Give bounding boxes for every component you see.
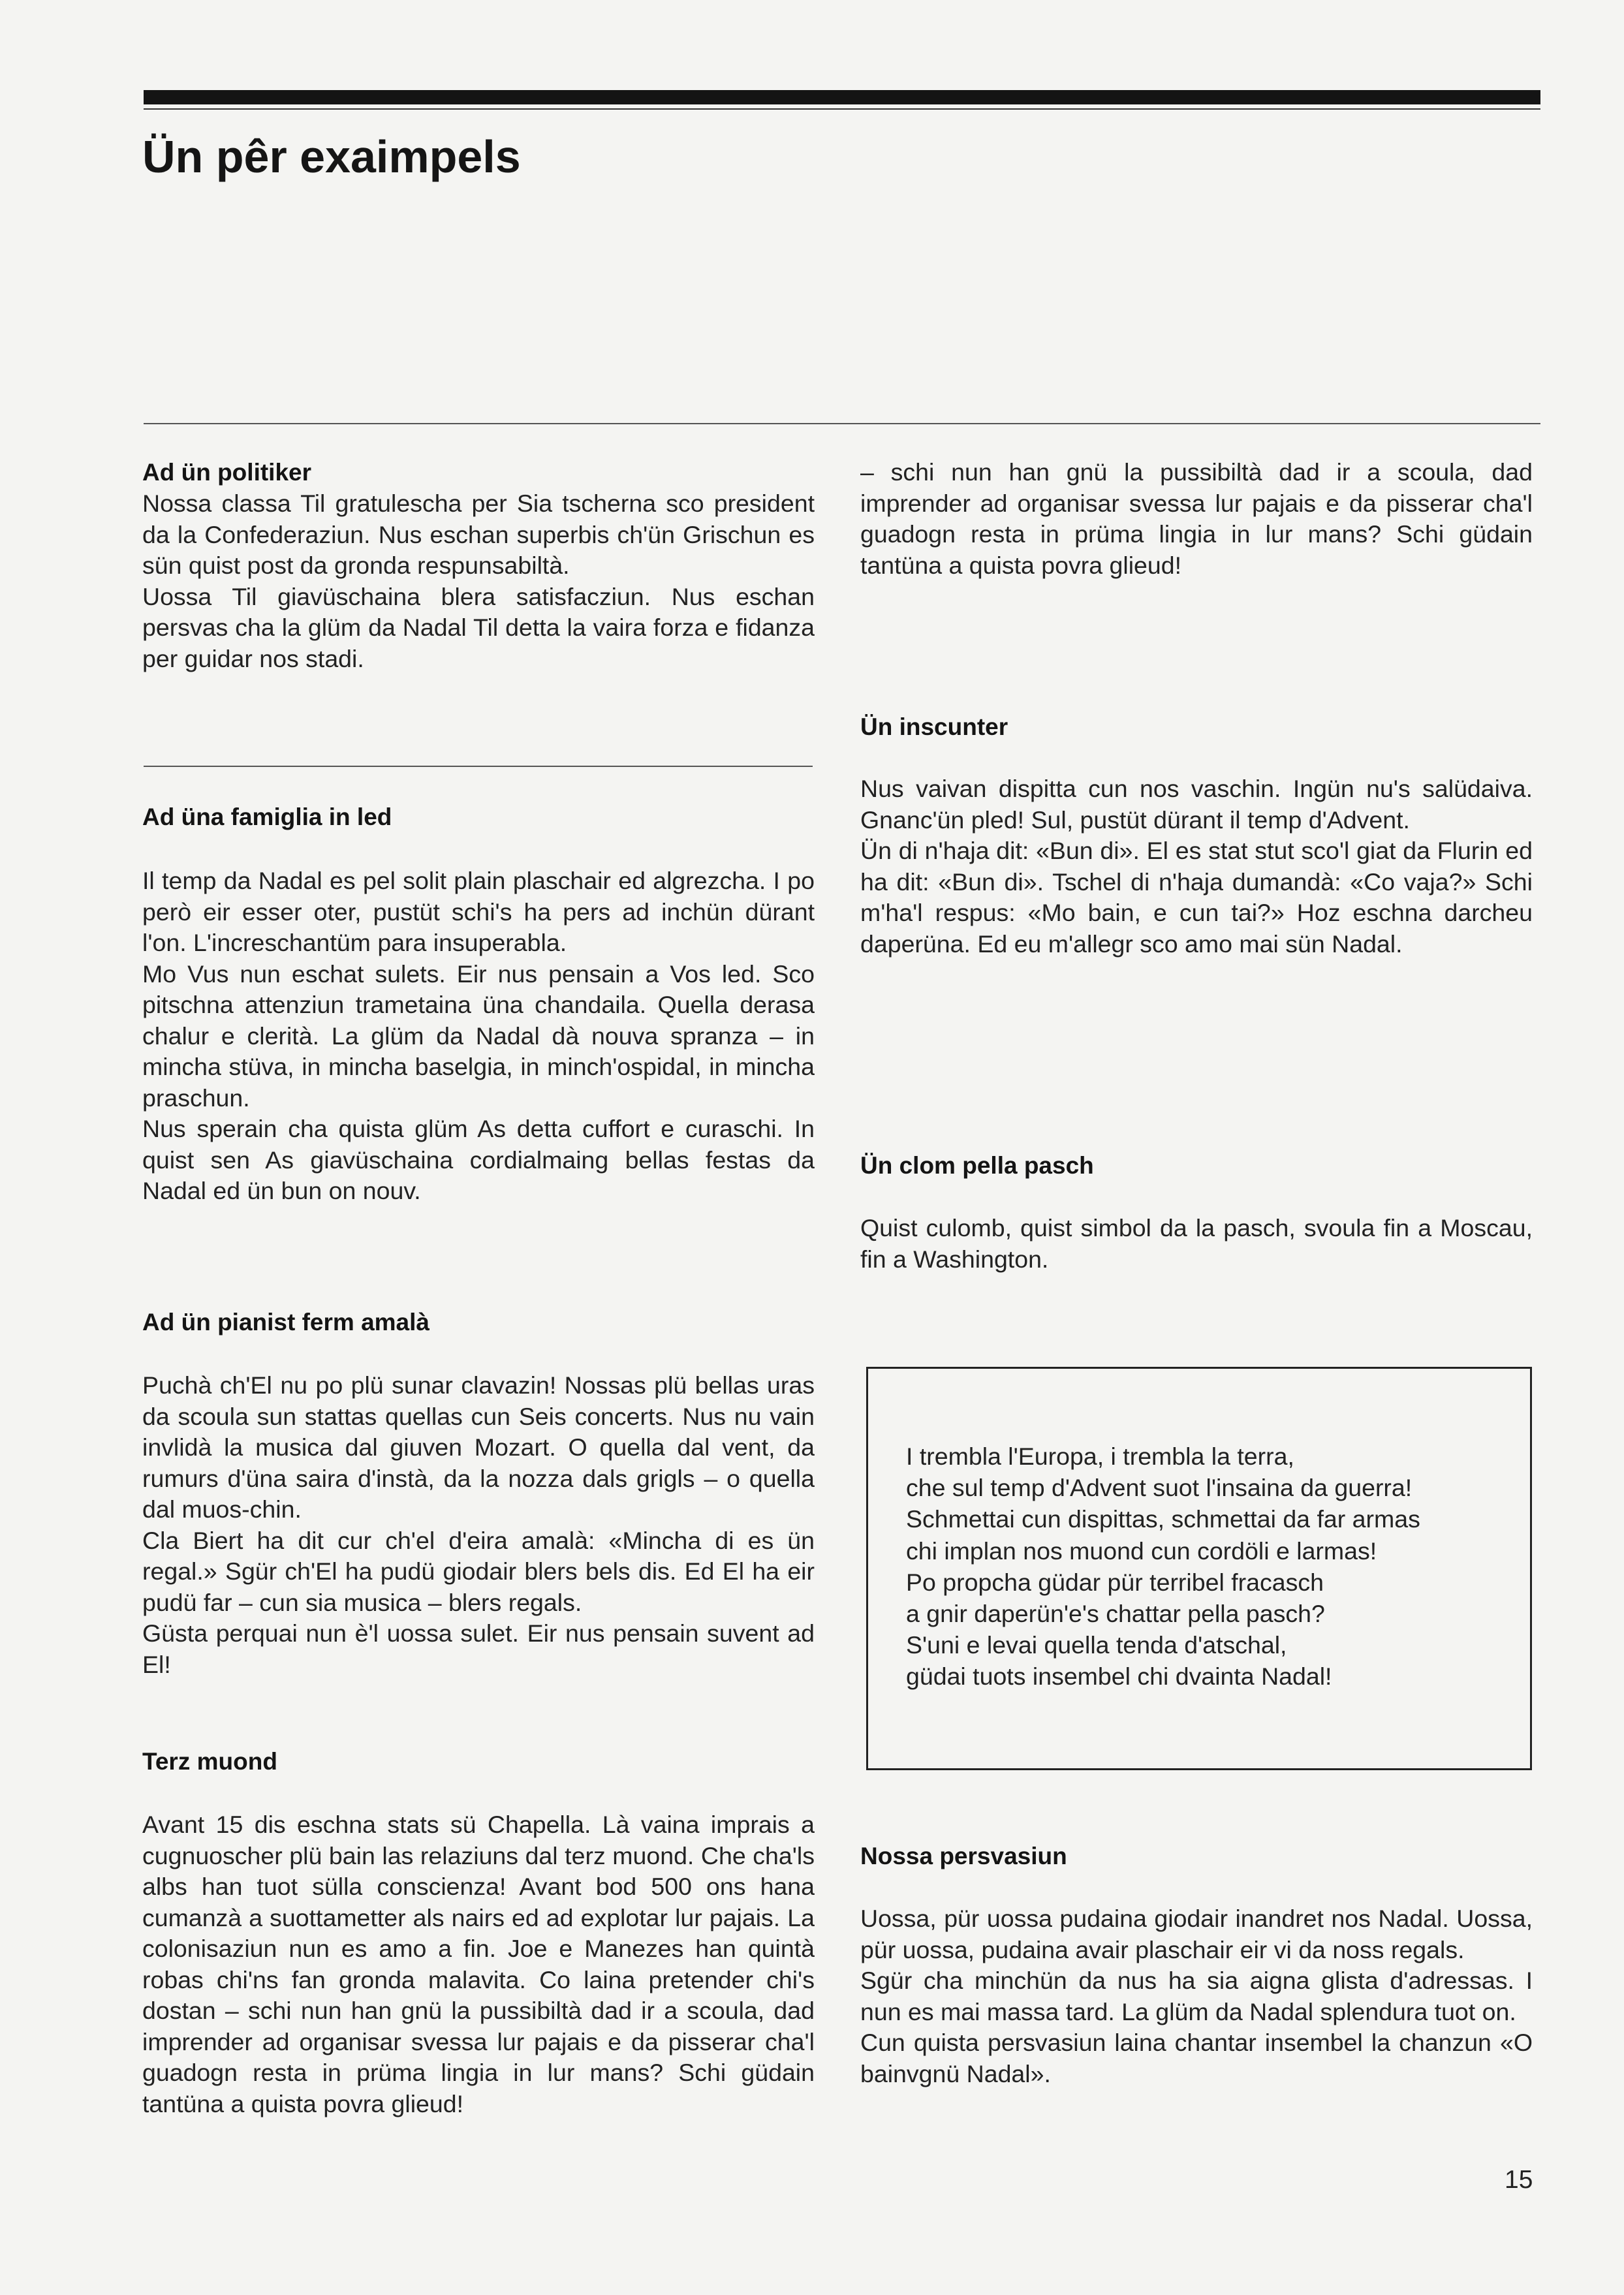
- poem-box: [866, 1367, 1532, 1770]
- section-divider: [144, 766, 813, 767]
- page-title: Ün pêr exaimpels: [142, 131, 521, 182]
- section-heading: Ad üna famiglia in led: [142, 804, 392, 830]
- section-terz-muond-body: [142, 1809, 815, 2119]
- section-text: Nossa classa Til gratulescha per Sia tscherna sco president da la Confederaziun. Nus eschan superbis ch'ün Grischun es sün quist post da gronda respunsabiltà. Uossa Til giavüschaina blera satisfacziun. Nus eschan persvas cha la glüm da Nadal Til detta la vaira forza e fidanza per guidar nos stadi.: [142, 490, 815, 672]
- poem-line: Po propcha güdar pür terribel fracasch: [906, 1568, 1324, 1596]
- poem: [906, 1441, 1420, 1693]
- section-persvasiun: [860, 1841, 1533, 1872]
- poem-line: güdai tuots insembel chi dvainta Nadal!: [906, 1663, 1332, 1691]
- section-text: Uossa, pür uossa pudaina giodair inandret nos Nadal. Uossa, pür uossa, pudaina avair plaschair eir vi da noss regals. Sgür cha minchün da nus ha sia aigna glista d'adressas. I nun es mai massa tard. La glüm da Nadal splendura tuot on. Cun quista persvasiun laina chantar insembel la chanzun «O bainvgnü Nadal».: [860, 1905, 1533, 2087]
- section-heading: Terz muond: [142, 1748, 277, 1775]
- section-heading: Ad ün politiker: [142, 459, 311, 486]
- poem-line: Schmettai cun dispittas, schmettai da far armas: [906, 1505, 1420, 1533]
- section-politiker: [142, 457, 815, 674]
- section-famiglia: [142, 802, 815, 833]
- section-persvasiun-body: [860, 1903, 1533, 2089]
- header-bar: [144, 90, 1540, 104]
- section-pianist-body: [142, 1370, 815, 1680]
- section-heading: Nossa persvasiun: [860, 1843, 1067, 1869]
- section-terz-muond: [142, 1746, 815, 1777]
- section-divider: [144, 423, 1540, 424]
- header-rule: [144, 108, 1540, 110]
- section-heading: Ad ün pianist ferm amalà: [142, 1309, 429, 1335]
- section-heading: Ün inscunter: [860, 713, 1008, 740]
- poem-line: che sul temp d'Advent suot l'insaina da guerra!: [906, 1474, 1413, 1502]
- section-text: Avant 15 dis eschna stats sü Chapella. Là vaina imprais a cugnuoscher plü bain las relaziuns dal terz muond. Che cha'ls albs han tuot sülla conscienza! Avant bod 500 ons hana cumanzà a suottametter als nairs ed ad explotar lur pajais. La colonisaziun nun es amo a fin. Joe e Manezes han quintà robas chi'ns fan gronda malavita. Co laina pretender chi's dostan – schi nun han gnü la pussibiltà dad ir a scoula, dad imprender ad organisar svessa lur pajais e da pisserar cha'l guadogn resta in prüma lingia in lur mans? Schi güdain tantüna a quista povra glieud!: [142, 1811, 815, 2117]
- poem-line: S'uni e levai quella tenda d'atschal,: [906, 1631, 1287, 1659]
- section-text: Quist culomb, quist simbol da la pasch, svoula fin a Moscau, fin a Washington.: [860, 1214, 1533, 1273]
- section-clom-body: [860, 1213, 1533, 1275]
- section-clom: [860, 1150, 1533, 1181]
- section-pianist: [142, 1307, 815, 1338]
- section-heading: Ün clom pella pasch: [860, 1152, 1094, 1179]
- poem-line: a gnir daperün'e's chattar pella pasch?: [906, 1600, 1325, 1628]
- section-famiglia-body: [142, 866, 815, 1207]
- section-text: Il temp da Nadal es pel solit plain plaschair ed algrezcha. I po però eir esser oter, pustüt schi's ha pers ad inchün dürant l'on. L'increschantüm para insuperabla. Mo Vus nun eschat sulets. Eir nus pensain a Vos led. Sco pitschna attenziun trametaina üna chandaila. Quella derasa chalur e clerità. La glüm da Nadal dà nouva spranza – in mincha stüva, in mincha baselgia, in minch'ospidal, in mincha praschun. Nus sperain cha quista glüm As detta cuffort e curaschi. In quist sen As giavüschaina cordialmaing bellas festas da Nadal ed ün bun on nouv.: [142, 867, 815, 1204]
- section-inscunter-body: [860, 773, 1533, 960]
- poem-line: I trembla l'Europa, i trembla la terra,: [906, 1443, 1294, 1470]
- section-text: Nus vaivan dispitta cun nos vaschin. Ingün nu's salüdaiva. Gnanc'ün pled! Sul, pustüt dürant il temp d'Advent. Ün di n'haja dit: «Bun di». El es stat stut sco'l giat da Flurin ed ha dit: «Bun di». Tschel di n'haja dumandà: «Co vaja?» Schi m'ha'l respus: «Mo bain, e cun tai?» Hoz eschna darcheu daperüna. Ed eu m'allegr sco amo mai sün Nadal.: [860, 775, 1533, 958]
- section-text: – schi nun han gnü la pussibiltà dad ir a scoula, dad imprender ad organisar svessa lur pajais e da pisserar cha'l guadogn resta in prüma lingia in lur mans? Schi güdain tantüna a quista povra glieud!: [860, 458, 1533, 579]
- page-number: 15: [1505, 2166, 1533, 2194]
- section-text: Puchà ch'El nu po plü sunar clavazin! Nossas plü bellas uras da scoula sun stattas quellas cun Seis concerts. Nus nu vain invlidà la musica dal giuven Mozart. O quella dal vent, da rumurs d'üna saira d'instà, da la nozza dals grigls – o quella dal muos-chin. Cla Biert ha dit cur ch'el d'eira amalà: «Mincha di es ün regal.» Sgür ch'El ha pudü giodair blers bels dis. Ed El ha eir pudü far – cun sia musica – blers regals. Güsta perquai nun è'l uossa sulet. Eir nus pensain suvent ad El!: [142, 1371, 815, 1678]
- poem-line: chi implan nos muond cun cordöli e larmas!: [906, 1537, 1377, 1565]
- section-inscunter: [860, 711, 1533, 743]
- section-terz-muond-repeat: [860, 457, 1533, 581]
